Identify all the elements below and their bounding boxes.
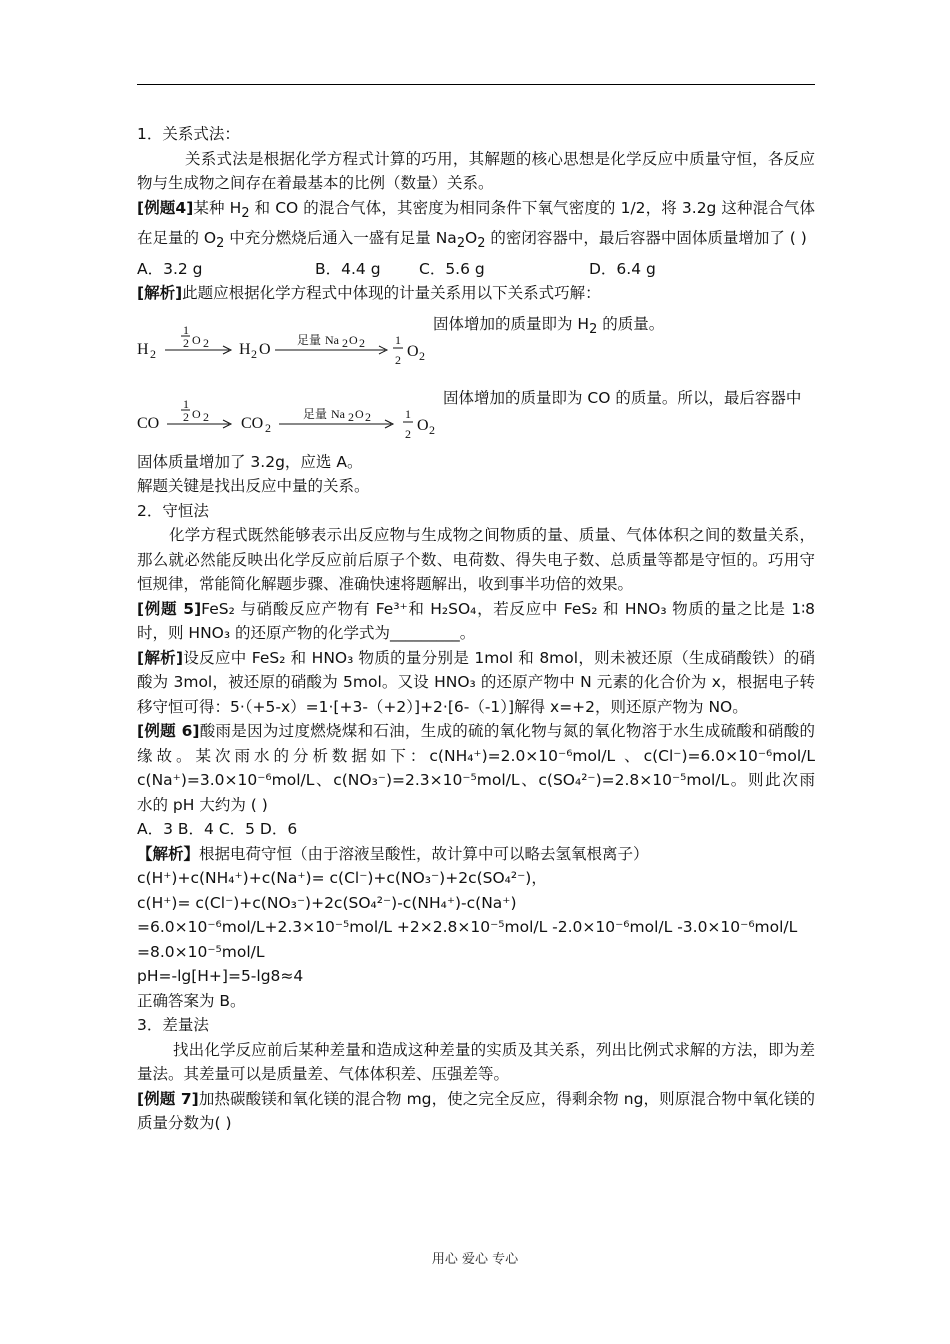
example-4-conclusion: 固体质量增加了 3.2g，应选 A。 bbox=[137, 452, 363, 471]
equation-h2-note: 固体增加的质量即为 $H_2$ 的质量。 bbox=[433, 314, 665, 337]
analysis-5-tag: [解析] bbox=[137, 648, 184, 667]
eq1-h2: H bbox=[137, 340, 149, 358]
eq1-frac-num: 1 bbox=[183, 322, 189, 337]
analysis-6 bbox=[137, 842, 815, 867]
eq2-o2-sub: 2 bbox=[203, 409, 209, 424]
example-4-text-e: 的密闭容器中，最后容器中固体质量增加了 ( ) bbox=[485, 229, 807, 248]
eq2-frac-den: 2 bbox=[183, 409, 189, 424]
option-a: A．3.2 g bbox=[137, 259, 203, 278]
eq2-na2o2: Na bbox=[331, 406, 345, 421]
section-2-heading: 2．守恒法 bbox=[137, 501, 209, 520]
eq2-na2o2-sub2: 2 bbox=[365, 409, 371, 424]
example-6-text: 酸雨是因为过度燃烧煤和石油，生成的硫的氧化物与氮的氧化物溶于水生成硫酸和硝酸的缘故。某次雨水的分析数据如下：c(NH₄⁺)=2.0×10⁻⁶mol/L 、c(Cl⁻)=6.0×10⁻⁶mol/L c(Na⁺)=3.0×10⁻⁶mol/L、c(NO₃⁻)=2.3×10⁻⁵mol/L、c(SO₄²⁻)=2.8×10⁻⁵mol/L。则此次雨水的 pH 大约为 ( ) bbox=[137, 722, 815, 814]
example-6-tag: [例题 6] bbox=[137, 722, 200, 741]
analysis-6-line-2: c(H⁺)= c(Cl⁻)+c(NO₃⁻)+2c(SO₄²⁻)-c(NH₄⁺)-c(Na⁺) bbox=[137, 893, 517, 912]
option-c: C．5.6 g bbox=[419, 259, 485, 278]
eq1-h2o-o: O bbox=[259, 340, 271, 358]
analysis-4-text: 此题应根据化学方程式中体现的计量关系用以下关系式巧解： bbox=[182, 284, 601, 303]
eq1-na2o2-o: O bbox=[349, 332, 358, 347]
example-7-text: 加热碳酸镁和氧化镁的混合物 mg，使之完全反应，得剩余物 ng，则原混合物中氧化镁的质量分数为( ) bbox=[137, 1089, 815, 1133]
eq1-res-o2-sub: 2 bbox=[419, 348, 425, 363]
analysis-6-answer: 正确答案为 B。 bbox=[137, 991, 246, 1010]
eq2-res-o2: O bbox=[417, 416, 429, 434]
eq2-co2: CO bbox=[241, 414, 264, 432]
example-4-text-c: 中充分燃烧后通入一盛有足量 Na bbox=[224, 229, 457, 248]
example-4-tag: [例题4] bbox=[137, 198, 194, 217]
equation-co bbox=[137, 386, 815, 446]
eq2-o2: O bbox=[192, 406, 201, 421]
example-6 bbox=[137, 719, 815, 817]
eq2-na2o2-o: O bbox=[355, 406, 364, 421]
equation-co-figure bbox=[137, 386, 447, 446]
eq1-na2o2-sub2: 2 bbox=[359, 335, 365, 350]
section-1-heading: 1．关系式法： bbox=[137, 125, 240, 143]
analysis-6-line-5: pH=-lg[H+]=5-lg8≈4 bbox=[137, 967, 304, 986]
equation-h2 bbox=[137, 312, 815, 372]
eq2-res-o2-sub: 2 bbox=[429, 422, 435, 437]
eq2-zuliang: 足量 bbox=[303, 406, 328, 421]
example-4-text-b: 和 CO 的混合气体，其密度为相同条件下氧气密度的 1/2，将 3.2g 这种混合气体在足量的 O bbox=[137, 198, 815, 248]
eq2-co2-sub: 2 bbox=[265, 420, 271, 435]
section-3-intro: 找出化学反应前后某种差量和造成这种差量的实质及其关系，列出比例式求解的方法，即为差量法。其差量可以是质量差、气体体积差、压强差等。 bbox=[137, 1040, 815, 1084]
eq1-note-a: 固体增加的质量即为 H bbox=[433, 314, 590, 333]
eq1-res-den: 2 bbox=[395, 352, 401, 367]
eq1-h2-sub: 2 bbox=[150, 346, 156, 361]
analysis-6-line-3: =6.0×10⁻⁶mol/L+2.3×10⁻⁵mol/L +2×2.8×10⁻⁵mol/L -2.0×10⁻⁶mol/L -3.0×10⁻⁶mol/L bbox=[137, 918, 798, 937]
equation-co-note: 固体增加的质量即为 CO 的质量。所以，最后容器中 bbox=[443, 388, 802, 407]
eq1-h2o-h: H bbox=[239, 340, 251, 358]
section-1-intro: 关系式法是根据化学方程式计算的巧用，其解题的核心思想是化学反应中质量守恒，各反应物与生成物之间存在着最基本的比例（数量）关系。 bbox=[137, 149, 815, 192]
analysis-5 bbox=[137, 646, 815, 720]
section-3-heading: 3．差量法 bbox=[137, 1016, 209, 1035]
analysis-4-tag: [解析] bbox=[137, 284, 183, 303]
eq1-h2o-sub: 2 bbox=[251, 346, 257, 361]
page-footer: 用心 爱心 专心 bbox=[431, 1252, 519, 1267]
eq1-o2: O bbox=[192, 332, 201, 347]
example-4: [例题4]某种 $H_2$ 和 CO 的混合气体，其密度为相同条件下氧气密度的 1/2，将 3.2g 这种混合气体在足量的 $O_2$ 中充分燃烧后通入一盛有足量 $Na_2O_2$ 的密闭容器中，最后容器中固体质量增加了 ( ) bbox=[137, 198, 815, 252]
example-5 bbox=[137, 597, 815, 646]
option-d: D．6.4 g bbox=[589, 259, 656, 278]
analysis-6-line-4: =8.0×10⁻⁵mol/L bbox=[137, 942, 265, 961]
document-body bbox=[137, 122, 815, 1136]
option-b: B．4.4 g bbox=[315, 259, 381, 278]
eq1-na2o2-sub1: 2 bbox=[342, 335, 348, 350]
eq1-zuliang: 足量 bbox=[297, 332, 322, 347]
eq2-co: CO bbox=[137, 414, 160, 432]
section-2-intro: 化学方程式既然能够表示出反应物与生成物之间物质的量、质量、气体体积之间的数量关系，那么就必然能反映出化学反应前后原子个数、电荷数、得失电子数、总质量等都是守恒的。巧用守恒规律，常能简化解题步骤、准确快速将题解出，收到事半功倍的效果。 bbox=[137, 526, 815, 594]
header-rule bbox=[137, 84, 815, 85]
analysis-6-line-1: c(H⁺)+c(NH₄⁺)+c(Na⁺)= c(Cl⁻)+c(NO₃⁻)+2c(SO₄²⁻)， bbox=[137, 869, 547, 888]
example-7 bbox=[137, 1087, 815, 1136]
eq1-note-b: 的质量。 bbox=[597, 314, 665, 333]
eq1-na2o2: Na bbox=[325, 332, 339, 347]
eq1-frac-den: 2 bbox=[183, 335, 189, 350]
example-5-tag: [例题 5] bbox=[137, 599, 202, 618]
eq2-res-den: 2 bbox=[405, 426, 411, 441]
analysis-6-text: 根据电荷守恒（由于溶液呈酸性，故计算中可以略去氢氧根离子） bbox=[199, 844, 649, 863]
example-6-options: A．3 B．4 C．5 D．6 bbox=[137, 820, 298, 839]
example-4-key: 解题关键是找出反应中量的关系。 bbox=[137, 477, 370, 496]
eq2-frac-num: 1 bbox=[183, 396, 189, 411]
eq1-o2-sub: 2 bbox=[203, 335, 209, 350]
eq1-res-o2: O bbox=[407, 342, 419, 360]
analysis-4 bbox=[137, 281, 815, 306]
analysis-6-tag: 【解析】 bbox=[137, 844, 200, 863]
eq2-na2o2-sub1: 2 bbox=[348, 409, 354, 424]
eq2-res-num: 1 bbox=[405, 406, 411, 421]
example-4-options bbox=[137, 257, 815, 282]
example-4-text-a: 某种 H bbox=[193, 198, 242, 217]
example-5-text: FeS₂ 与硝酸反应产物有 Fe³⁺和 H₂SO₄，若反应中 FeS₂ 和 HNO₃ 物质的量之比是 1∶8 时，则 HNO₃ 的还原产物的化学式为_________。 bbox=[137, 599, 815, 643]
analysis-5-text: 设反应中 FeS₂ 和 HNO₃ 物质的量分别是 1mol 和 8mol，则未被还原（生成硝酸铁）的硝酸为 3mol，被还原的硝酸为 5mol。又设 HNO₃ 的还原产物中 N 元素的化合价为 x，根据电子转移守恒可得：5·（+5-x）=1·[+3-（+2）]+2·[6-（-1）]解得 x=+2，则还原产物为 NO。 bbox=[137, 648, 816, 716]
example-4-text-d: O bbox=[465, 229, 478, 248]
equation-h2-figure bbox=[137, 312, 437, 372]
eq1-res-num: 1 bbox=[395, 332, 401, 347]
example-7-tag: [例题 7] bbox=[137, 1089, 199, 1108]
